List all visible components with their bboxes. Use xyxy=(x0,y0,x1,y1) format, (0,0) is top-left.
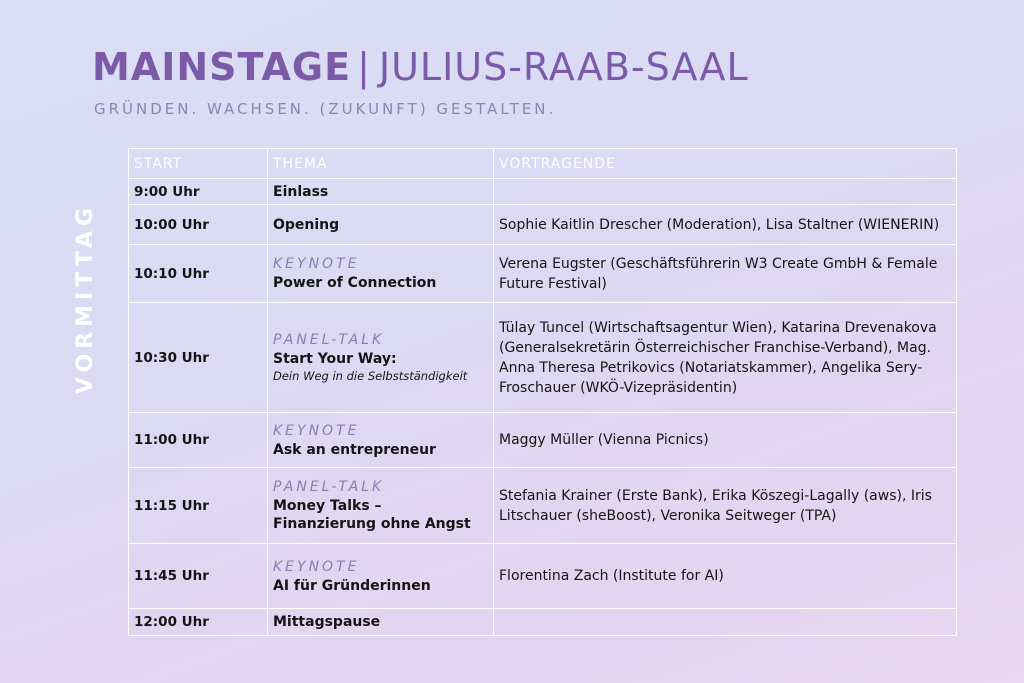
table-row xyxy=(129,544,957,609)
row-session-type: KEYNOTE xyxy=(273,256,360,272)
table-row xyxy=(129,245,957,303)
row-topic-cell xyxy=(268,544,494,609)
table-row xyxy=(129,303,957,413)
row-topic: AI für Gründerinnen xyxy=(273,577,431,594)
row-speakers: Verena Eugster (Geschäftsführerin W3 Create GmbH & Female Future Festival) xyxy=(494,245,957,303)
row-speakers: Tülay Tuncel (Wirtschaftsagentur Wien), Katarina Drevenakova (Generalsekretärin Österreichischer Franchise-Verband), Mag. Anna Theresa Petrikovics (Notariatskammer), Angelika Sery-Froschauer (WKÖ-Vizepräsidentin) xyxy=(494,303,957,413)
row-topic: Money Talks – Finanzierung ohne Angst xyxy=(273,498,471,532)
table-row xyxy=(129,468,957,544)
row-subtopic: Dein Weg in die Selbstständigkeit xyxy=(273,369,468,383)
row-start-time: 11:00 Uhr xyxy=(129,413,268,468)
row-start-time: 9:00 Uhr xyxy=(129,179,268,205)
table-row xyxy=(129,205,957,245)
row-topic-cell xyxy=(268,205,494,245)
side-label-vormittag: VORMITTAG xyxy=(73,202,98,395)
row-topic-cell xyxy=(268,303,494,413)
page-subtitle: GRÜNDEN. WACHSEN. (ZUKUNFT) GESTALTEN. xyxy=(94,100,557,118)
row-start-time: 10:30 Uhr xyxy=(129,303,268,413)
title-separator: | xyxy=(357,45,371,89)
row-start-time: 11:45 Uhr xyxy=(129,544,268,609)
row-session-type: KEYNOTE xyxy=(273,422,360,439)
row-speakers: Stefania Krainer (Erste Bank), Erika Köszegi-Lagally (aws), Iris Litschauer (sheBoost), Veronika Seitweger (TPA) xyxy=(494,468,957,544)
row-topic: Power of Connection xyxy=(273,275,437,291)
title-mainstage: MAINSTAGE xyxy=(92,45,352,89)
table-row xyxy=(129,609,957,636)
row-session-type: PANEL-TALK xyxy=(273,332,385,348)
table-row xyxy=(129,179,957,205)
row-start-time: 10:00 Uhr xyxy=(129,205,268,245)
title-hall: JULIUS-RAAB-SAAL xyxy=(378,45,749,89)
row-start-time: 10:10 Uhr xyxy=(129,245,268,303)
table-header-row xyxy=(129,149,957,179)
row-speakers xyxy=(494,609,957,636)
row-session-type: KEYNOTE xyxy=(273,558,360,575)
row-topic-cell xyxy=(268,245,494,303)
page-title xyxy=(92,40,749,94)
table-row xyxy=(129,413,957,468)
row-topic: Opening xyxy=(273,216,340,233)
row-speakers: Maggy Müller (Vienna Picnics) xyxy=(494,413,957,468)
row-topic: Einlass xyxy=(273,183,329,200)
row-topic-cell xyxy=(268,179,494,205)
row-speakers: Florentina Zach (Institute for AI) xyxy=(494,544,957,609)
row-topic: Start Your Way: xyxy=(273,351,397,367)
row-topic-cell xyxy=(268,413,494,468)
row-start-time: 12:00 Uhr xyxy=(129,609,268,636)
row-topic: Ask an entrepreneur xyxy=(273,441,436,458)
row-topic: Mittagspause xyxy=(273,614,381,630)
row-topic-cell xyxy=(268,468,494,544)
row-session-type: PANEL-TALK xyxy=(273,479,385,495)
row-topic-cell xyxy=(268,609,494,636)
row-speakers: Sophie Kaitlin Drescher (Moderation), Lisa Staltner (WIENERIN) xyxy=(494,205,957,245)
column-header-vortragende: VORTRAGENDE xyxy=(494,149,957,179)
column-header-thema: THEMA xyxy=(268,149,494,179)
row-start-time: 11:15 Uhr xyxy=(129,468,268,544)
column-header-start: START xyxy=(129,149,268,179)
schedule-table xyxy=(128,148,957,636)
row-speakers xyxy=(494,179,957,205)
